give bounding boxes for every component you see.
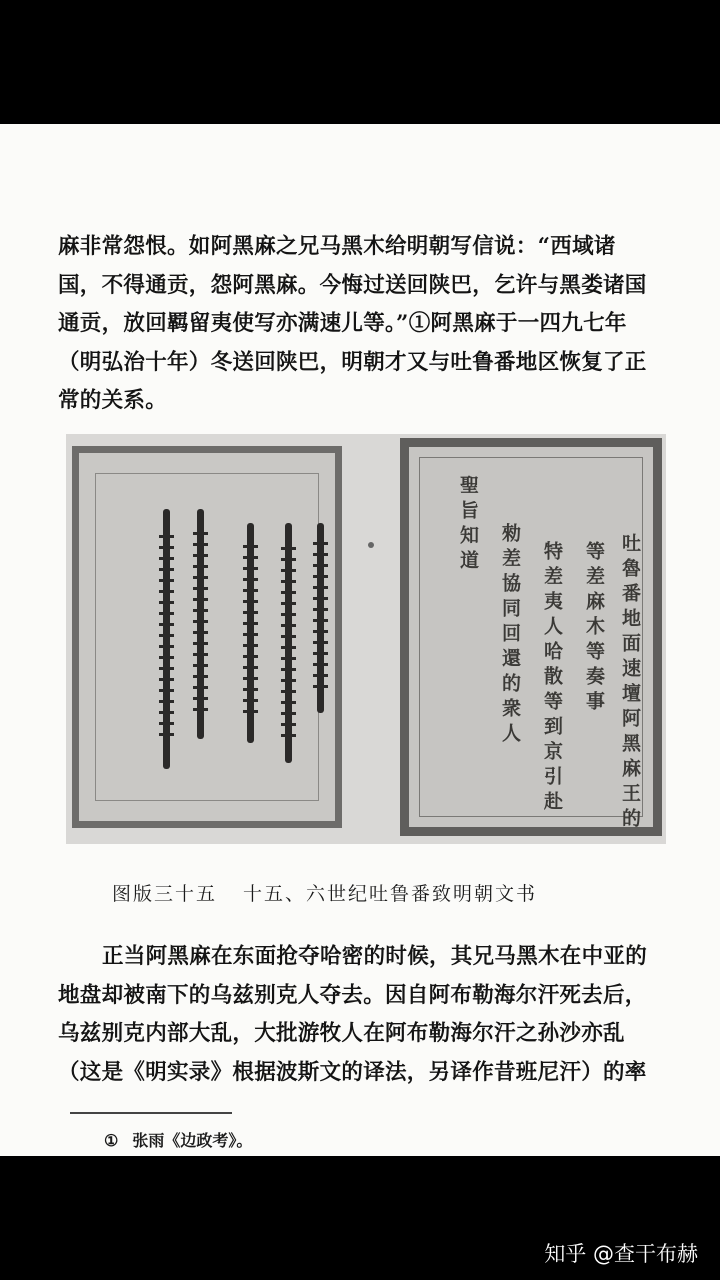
document-column: 特差夷人哈散等到京引赴 [541, 541, 563, 816]
paragraph-line: 乌兹别克内部大乱，大批游牧人在阿布勒海尔汗之孙沙亦乱 [58, 1021, 625, 1046]
paragraph-bottom [58, 938, 683, 1092]
paragraph-line: 国，不得通贡，怨阿黑麻。今悔过送回陕巴，乞许与黑娄诸国 [58, 272, 647, 298]
mongolian-script-column [247, 523, 254, 743]
document-column: 吐魯番地面速壇阿黑麻王的 [619, 533, 641, 833]
paragraph-line: 通贡，放回羁留夷使写亦满速儿等。”①阿黑麻于一四九七年 [58, 311, 627, 336]
footnote [104, 1128, 252, 1151]
paragraph-line: （明弘治十年）冬送回陕巴，明朝才又与吐鲁番地区恢复了正 [58, 349, 647, 375]
paragraph-top [58, 228, 683, 421]
caption-label: 图版三十五 [112, 883, 218, 905]
document-photo-plate [66, 434, 666, 844]
document-inner-border [419, 457, 643, 817]
paragraph-line: 地盘却被南下的乌兹别克人夺去。因自阿布勒海尔汗死去后， [58, 982, 647, 1008]
mongolian-script-column [197, 509, 204, 739]
top-black-bar [0, 0, 720, 124]
footnote-text: 张雨《边政考》。 [132, 1131, 253, 1150]
footnote-mark: ① [104, 1131, 119, 1150]
print-speck [368, 542, 374, 548]
watermark-text: 知乎 @查干布赫 [544, 1242, 698, 1266]
document-column: 勑差協同回還的衆人 [499, 523, 521, 748]
mongolian-script-column [285, 523, 292, 763]
book-page [0, 124, 720, 1156]
document-column: 等差麻木等奏事 [583, 541, 605, 716]
chinese-script-document [400, 438, 662, 836]
paragraph-line: （这是《明实录》根据波斯文的译法，另译作昔班尼汗）的率 [58, 1059, 647, 1085]
mongolian-script-column [317, 523, 324, 713]
footnote-rule [70, 1112, 232, 1114]
paragraph-line: 常的关系。 [58, 388, 168, 413]
document-column: 聖旨知道 [457, 475, 479, 575]
paragraph-line: 正当阿黑麻在东面抢夺哈密的时候，其兄马黑木在中亚的 [102, 944, 648, 969]
mongolian-script-column [163, 509, 170, 769]
caption-text: 十五、六世纪吐鲁番致明朝文书 [243, 883, 538, 905]
paragraph-line: 麻非常怨恨。如阿黑麻之兄马黑木给明朝写信说：“西域诸 [58, 234, 616, 259]
mongolian-script-document [72, 446, 342, 828]
figure-caption [112, 879, 537, 906]
